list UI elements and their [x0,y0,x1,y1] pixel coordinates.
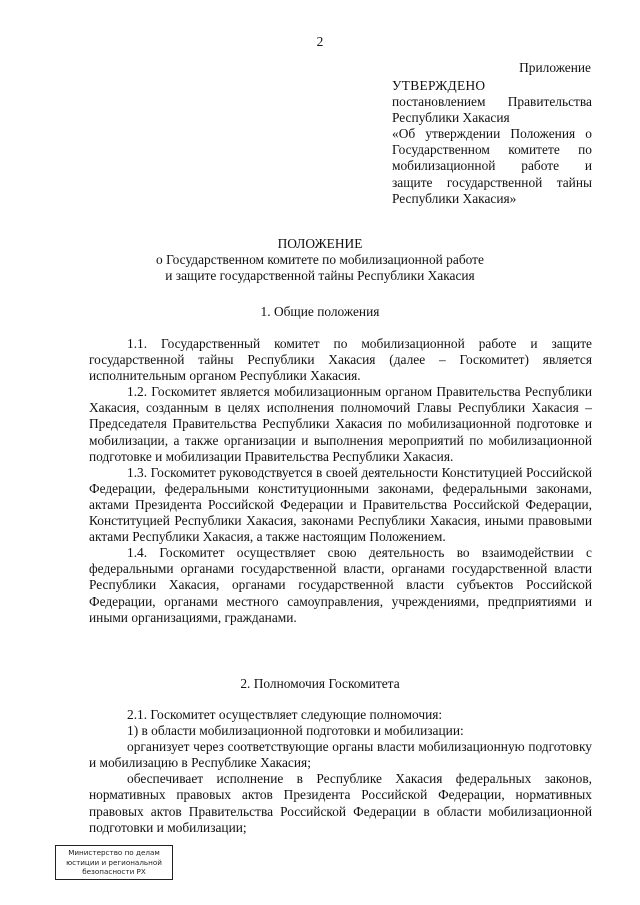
appendix-label: Приложение [519,60,591,75]
paragraph-1-2: 1.2. Госкомитет является мобилизационным органом Правительства Республики Хакасия, созданным в целях исполнения полномочий Главы Республики Хакасия – Председателя Правительства Республики Хакасия по мобилизационной подготовке и мобилизации, а также организации и выполнения мероприятий по мобилизационной подготовке и мобилизации Правительства Республики Хакасия. [89,384,592,464]
approval-heading: УТВЕРЖДЕНО [392,78,486,93]
section-1-heading: 1. Общие положения [260,304,380,319]
stamp-line: юстиции и региональной [66,857,162,867]
title-line-1: о Государственном комитете по мобилизационной работе [156,252,484,268]
paragraph-1-4: 1.4. Госкомитет осуществляет свою деятельность во взаимодействии с федеральными органами государственной власти, органами государственной власти Республики Хакасия, органами государственной власти субъектов Российской Федерации, органами местного самоуправления, учреждениями, предприятиями и иными организациями, гражданами. [89,545,592,625]
document-title [0,236,640,284]
list-item-1: 1) в области мобилизационной подготовки и мобилизации: [127,723,464,739]
approval-line: защите государственной тайны [392,174,592,190]
stamp-line: Министерство по делам [68,848,160,857]
approval-line: «Об утверждении Положения о [392,126,592,142]
paragraph-1-1: 1.1. Государственный комитет по мобилизационной работе и защите государственной тайны Республики Хакасия (далее – Госкомитет) является исполнительным органом Республики Хакасия. [89,336,592,384]
section-2-heading: 2. Полномочия Госкомитета [240,676,400,691]
title-heading: ПОЛОЖЕНИЕ [277,236,363,251]
approval-line: Республики Хакасия» [392,190,517,206]
ministry-stamp [55,845,173,880]
section-1-body [89,336,592,626]
approval-line: Республики Хакасия [392,110,510,126]
title-line-2: и защите государственной тайны Республики Хакасия [165,268,475,284]
approval-line: постановлением Правительства [392,94,592,110]
stamp-line: безопасности РХ [82,867,146,876]
paragraph-2-ensures: обеспечивает исполнение в Республике Хакасия федеральных законов, нормативных правовых актов Президента Российской Федерации, нормативных правовых актов Правительства Российской Федерации в области мобилизационной подготовки и мобилизации; [89,771,592,835]
page-number: 2 [316,34,324,49]
paragraph-1-3: 1.3. Госкомитет руководствуется в своей деятельности Конституцией Российской Федерации, федеральными конституционными законами, федеральными законами, актами Президента Российской Федерации и Правительства Российской Федерации, Конституцией Республики Хакасия, законами Республики Хакасия, иными правовыми актами Республики Хакасия, а также настоящим Положением. [89,464,592,545]
section-2-body [89,707,592,836]
approval-line: Государственном комитете по [392,142,592,158]
paragraph-2-1: 2.1. Госкомитет осуществляет следующие полномочия: [127,707,443,722]
paragraph-2-organizes: организует через соответствующие органы власти мобилизационную подготовку и мобилизацию в Республике Хакасия; [89,739,592,771]
approval-block [392,78,592,207]
approval-line: мобилизационной работе и [392,158,592,174]
